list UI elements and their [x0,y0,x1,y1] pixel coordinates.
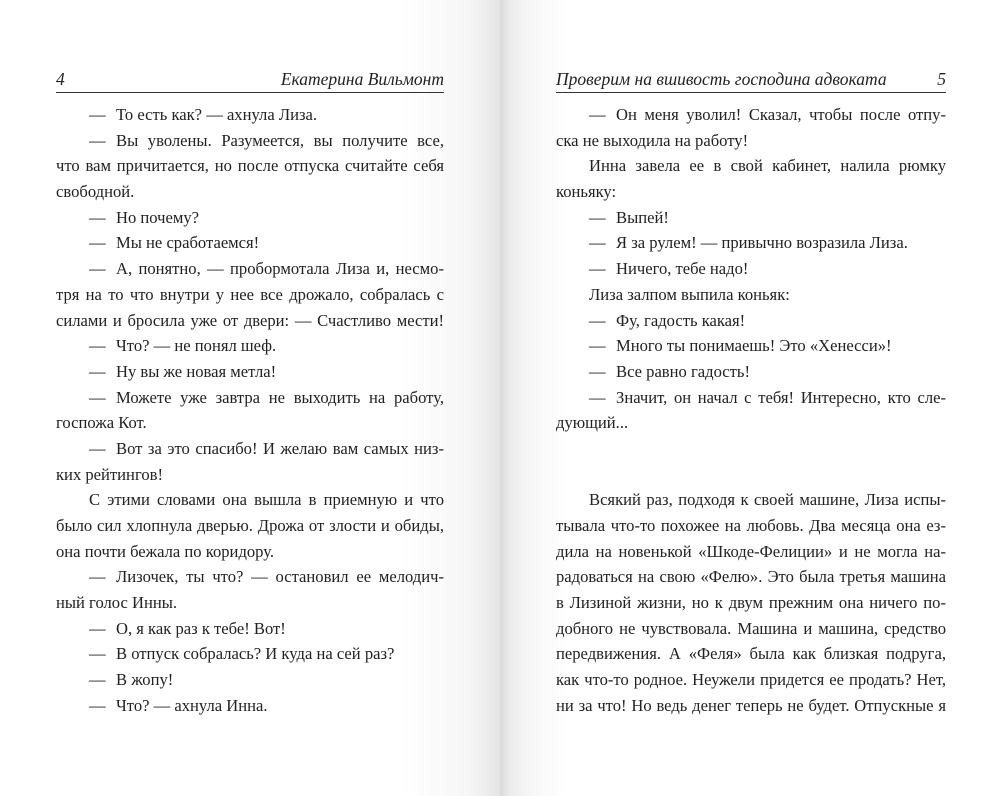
dialog-dash: — [89,387,106,407]
dialog-line [556,256,946,282]
text-line: ких рейтингов! [56,464,163,484]
line-text: В отпуск собралась? И куда на сей раз? [116,644,395,664]
dialog-dash: — [89,567,106,587]
dialog-line [56,230,444,256]
line-text: Я за рулем! — привычно возразила Лиза. [616,233,908,253]
right-page [500,0,1000,796]
text-line: госпожа Кот. [56,413,147,433]
text-line: ный голос Инны. [56,593,178,613]
text-line: свободной. [56,182,135,202]
line-text: Лизочек, ты что? — остановил ее мелодич- [116,567,444,587]
dialog-line [56,333,444,359]
text-line: что вам причитается, но после отпуска считайте себя [56,156,444,176]
text-line: силами и бросила уже от двери: — Счастливо мести! [56,310,444,330]
line-text: Много ты понимаешь! Это «Хенесси»! [616,336,892,356]
right-page-header [556,66,946,93]
text-line: дила на новенькой «Шкоде-Фелиции» и не могла на- [556,541,946,561]
dialog-line [56,102,444,128]
paragraph-start-line: Лиза залпом выпила коньяк: [589,284,790,304]
dialog-dash: — [89,259,106,279]
text-line: она почти бежала по коридору. [56,541,275,561]
dialog-line [56,616,444,642]
text-line: ска не выходила на работу! [556,130,749,150]
line-text: Фу, гадость какая! [616,310,746,330]
paragraph-start-line: Всякий раз, подходя к своей машине, Лиза испы- [589,490,946,510]
text-line: коньяку: [556,182,617,202]
line-text: Что? — не понял шеф. [116,336,277,356]
paragraph-start-line: Инна завела ее в свой кабинет, налила рюмку [589,156,946,176]
text-line: добного не чувствовала. Машина и машина, средство [556,618,946,638]
text-line: передвижения. А «Феля» была как близкая подруга, [556,644,946,664]
line-text: Он меня уволил! Сказал, чтобы после отпу- [616,105,946,124]
dialog-dash: — [589,105,606,124]
line-text: Вот за это спасибо! И желаю вам самых низ- [116,438,444,458]
line-text: То есть как? — ахнула Лиза. [116,105,318,124]
dialog-line [556,385,946,411]
dialog-line [56,385,444,411]
line-text: О, я как раз к тебе! Вот! [116,618,286,638]
section-break [556,436,946,487]
left-page-body [56,102,444,719]
page-number: 5 [937,69,946,89]
dialog-line [56,667,444,693]
line-text: В жопу! [116,670,174,690]
dialog-line [556,359,946,385]
text-line: тря на то что внутри у нее все дрожало, собралась с [56,284,444,304]
text-line: дующий... [556,413,629,433]
line-text: Но почему? [116,207,200,227]
dialog-dash: — [589,387,606,407]
running-head-author: Екатерина Вильмонт [280,69,444,89]
dialog-line [56,359,444,385]
dialog-dash: — [89,644,106,664]
dialog-line [56,436,444,462]
line-text: Ничего, тебе надо! [616,259,749,279]
dialog-line [56,693,444,719]
dialog-dash: — [89,361,106,381]
dialog-dash: — [589,336,606,356]
dialog-line [556,308,946,334]
line-text: Значит, он начал с тебя! Интересно, кто сле- [616,387,946,407]
line-text: Можете уже завтра не выходить на работу, [116,387,444,407]
paragraph-start-line: С этими словами она вышла в приемную и что [89,490,444,510]
running-head-title: Проверим на вшивость господина адвоката [556,69,887,89]
dialog-dash: — [89,438,106,458]
dialog-line [556,205,946,231]
dialog-line [56,205,444,231]
page-number: 4 [56,69,65,89]
text-line: тывала что-то похожее на любовь. Два месяца она ез- [556,516,946,536]
line-text: Выпей! [616,207,669,227]
dialog-dash: — [89,695,106,715]
line-text: Ну вы же новая метла! [116,361,277,381]
dialog-dash: — [589,233,606,253]
line-text: Все равно гадость! [616,361,751,381]
dialog-dash: — [89,336,106,356]
right-page-body [556,102,946,719]
dialog-line [556,333,946,359]
line-text: Мы не сработаемся! [116,233,260,253]
text-line: радоваться на свою «Фелю». Это была третья машина [556,567,946,587]
dialog-dash: — [89,130,106,150]
text-line: в Лизиной жизни, но к двум прежним она ничего по- [556,593,946,613]
line-text: Что? — ахнула Инна. [116,695,268,715]
text-line: ни за что! Но ведь денег теперь не будет. Отпускные я [556,695,946,715]
dialog-line [56,128,444,154]
dialog-dash: — [589,207,606,227]
line-text: А, понятно, — пробормотала Лиза и, несмо- [116,259,444,279]
dialog-dash: — [589,361,606,381]
line-text: Вы уволены. Разумеется, вы получите все, [116,130,444,150]
dialog-line [56,641,444,667]
dialog-dash: — [89,105,106,124]
left-page-header [56,66,444,93]
dialog-dash: — [89,207,106,227]
dialog-line [56,256,444,282]
dialog-dash: — [89,618,106,638]
dialog-dash: — [89,233,106,253]
dialog-line [556,230,946,256]
dialog-dash: — [589,310,606,330]
text-line: как что-то родное. Неужели придется ее продать? Нет, [556,670,946,690]
text-line: было сил хлопнула дверью. Дрожа от злости и обиды, [56,516,444,535]
dialog-dash: — [589,259,606,279]
dialog-line [56,564,444,590]
dialog-line [556,102,946,128]
dialog-dash: — [89,670,106,690]
